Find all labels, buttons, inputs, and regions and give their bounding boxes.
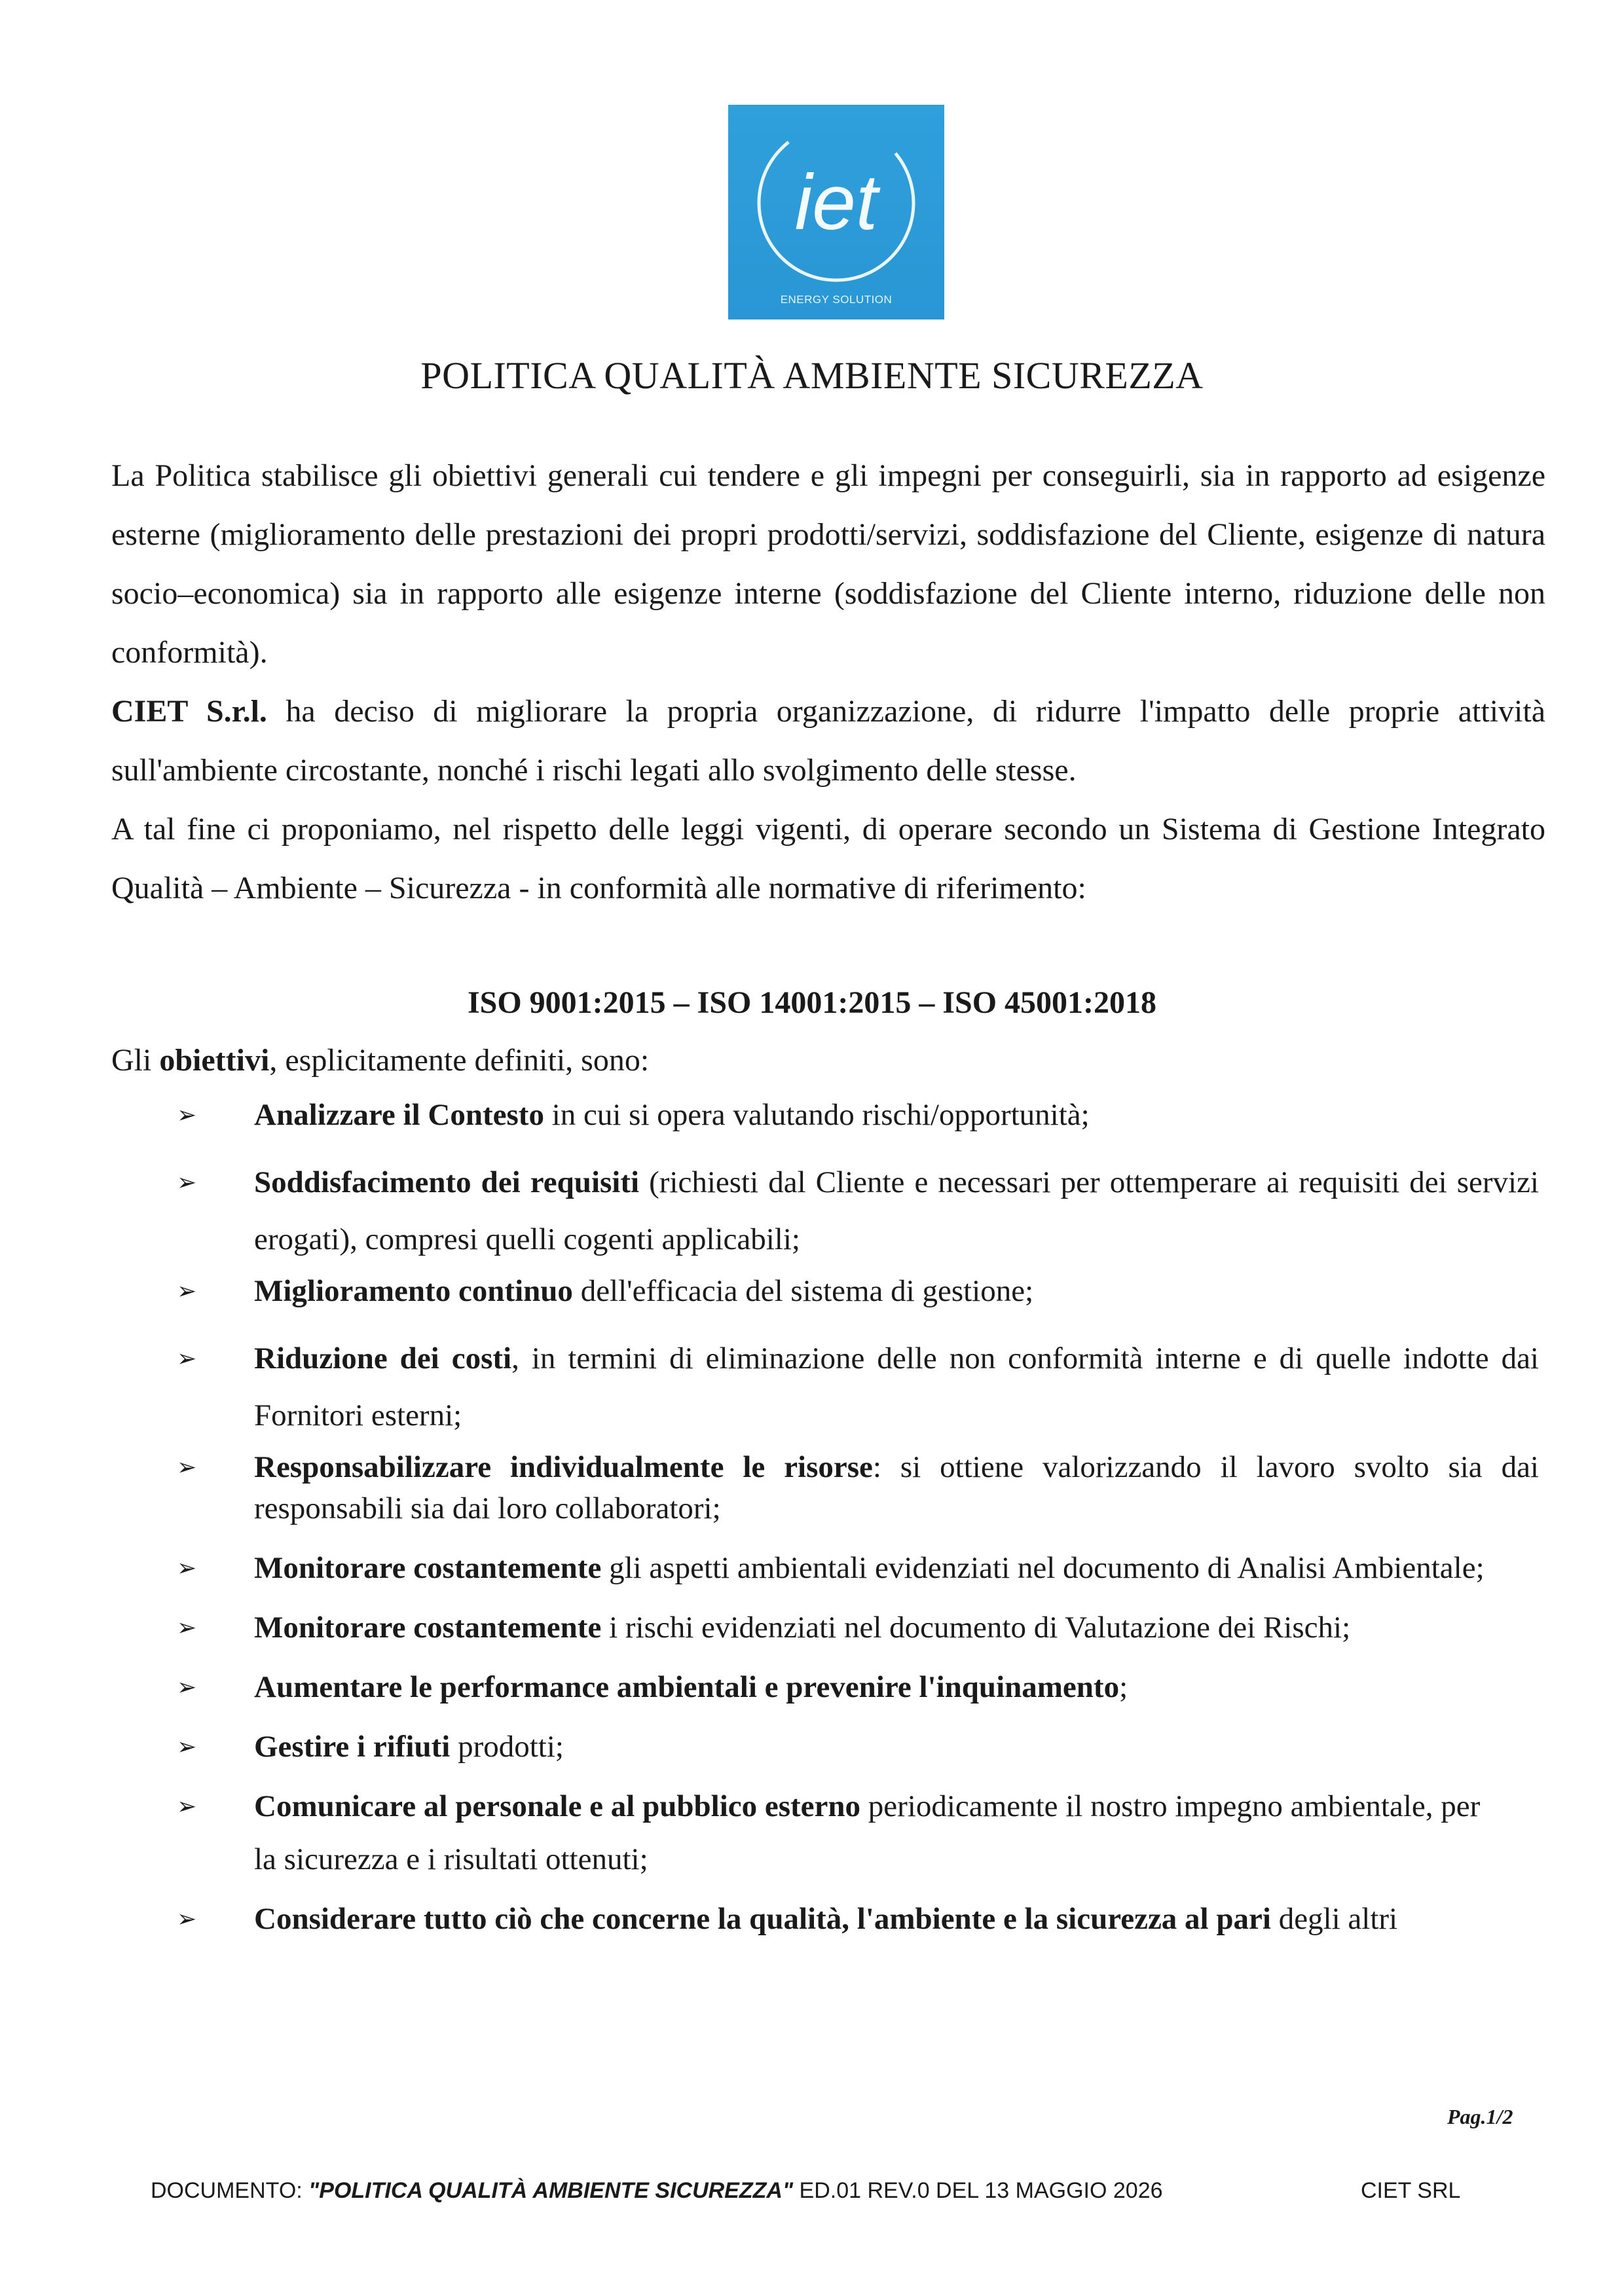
list-item: [177, 1447, 1539, 1529]
objective-text: (richiesti dal Cliente e necessari per ottemperare ai requisiti dei servizi erogati), compresi quelli cogenti applicabili;: [254, 1165, 1539, 1256]
objective-title: Aumentare le performance ambientali e prevenire l'inquinamento: [254, 1670, 1120, 1704]
footer-doc-title: "POLITICA QUALITÀ AMBIENTE SICUREZZA": [308, 2178, 794, 2203]
objectives-intro-after: , esplicitamente definiti, sono:: [269, 1043, 650, 1078]
objective-title: Riduzione dei costi: [254, 1341, 512, 1376]
arrow-bullet-icon: ➢: [177, 1555, 197, 1581]
objectives-intro-bold: obiettivi: [159, 1043, 270, 1078]
objective-title: Monitorare costantemente: [254, 1611, 602, 1645]
objective-text: gli aspetti ambientali evidenziati nel documento di Analisi Ambientale;: [601, 1551, 1485, 1585]
intro-paragraph-1: La Politica stabilisce gli obiettivi generali cui tendere e gli impegni per conseguirli, sia in rapporto ad esigenze esterne (miglioramento delle prestazioni dei propri prodotti/servizi, soddisfazione del Cliente, esigenze di natura socio–economica) sia in rapporto alle esigenze interne (soddisfazione del Cliente interno, riduzione delle non conformità).: [111, 458, 1545, 670]
list-item: [177, 1548, 1539, 1589]
footer-prefix: DOCUMENTO:: [151, 2178, 309, 2203]
objective-text: i rischi evidenziati nel documento di Valutazione dei Rischi;: [601, 1611, 1351, 1645]
objective-text: prodotti;: [450, 1730, 564, 1764]
intro-paragraph-2-text: ha deciso di migliorare la propria organizzazione, di ridurre l'impatto delle proprie attività sull'ambiente circostante, nonché i rischi legati allo svolgimento delle stesse.: [111, 694, 1546, 788]
objectives-intro: [111, 1042, 649, 1078]
footer-edition: ED.01 REV.0 DEL 13 MAGGIO 2026: [793, 2178, 1163, 2203]
arrow-bullet-icon: ➢: [177, 1278, 197, 1304]
list-item: [177, 1899, 1539, 1940]
logo-emblem: [728, 105, 944, 319]
logo-tagline: ENERGY SOLUTION: [780, 293, 893, 306]
list-item: [177, 1667, 1539, 1708]
objective-text: in cui si opera valutando rischi/opportunità;: [544, 1098, 1090, 1132]
arrow-bullet-icon: ➢: [177, 1674, 197, 1700]
list-item: [177, 1726, 1539, 1768]
document-footer: [151, 2178, 1163, 2204]
objective-title: Gestire i rifiuti: [254, 1730, 451, 1764]
list-item: [177, 1786, 1539, 1827]
objective-text: , in termini di eliminazione delle non conformità interne e di quelle indotte dai Fornitori esterni;: [254, 1341, 1539, 1432]
company-logo: [728, 105, 944, 319]
objective-text: periodicamente il nostro impegno ambientale, per: [860, 1789, 1481, 1823]
objective-text: : si ottiene valorizzando il lavoro svolto sia dai responsabili sia dai loro collaboratori;: [254, 1450, 1539, 1525]
iso-standards: ISO 9001:2015 – ISO 14001:2015 – ISO 45001:2018: [467, 985, 1157, 1020]
logo-wordmark: iet: [794, 158, 878, 246]
page-title: POLITICA QUALITÀ AMBIENTE SICUREZZA: [420, 354, 1204, 397]
arrow-bullet-icon: ➢: [177, 1906, 197, 1932]
objective-title: Comunicare al personale e al pubblico esterno: [254, 1789, 861, 1823]
objective-title: Considerare tutto ciò che concerne la qualità, l'ambiente e la sicurezza al pari: [254, 1902, 1271, 1936]
arrow-bullet-icon: ➢: [177, 1102, 197, 1128]
arrow-bullet-icon: ➢: [177, 1345, 197, 1372]
company-name: CIET S.r.l.: [111, 694, 267, 729]
intro-paragraph-2: [111, 682, 1545, 800]
objective-text: ;: [1119, 1670, 1128, 1704]
objective-title: Miglioramento continuo: [254, 1274, 573, 1308]
intro-paragraph-3: A tal fine ci proponiamo, nel rispetto delle leggi vigenti, di operare secondo un Sistema di Gestione Integrato Qualità – Ambiente – Sicurezza - in conformità alle normative di riferimento:: [111, 812, 1545, 905]
list-item: [177, 1095, 1539, 1136]
footer-company: CIET SRL: [1361, 2178, 1461, 2203]
objective-text: degli altri: [1270, 1902, 1398, 1936]
objective-title: Monitorare costantemente: [254, 1551, 602, 1585]
arrow-bullet-icon: ➢: [177, 1734, 197, 1760]
list-item: [177, 1330, 1539, 1444]
objective-title: Responsabilizzare individualmente le risorse: [254, 1450, 873, 1484]
objectives-intro-before: Gli: [111, 1043, 160, 1078]
objectives-list: [177, 1095, 1539, 1940]
list-item: [177, 1607, 1539, 1649]
arrow-bullet-icon: ➢: [177, 1454, 197, 1480]
objective-title: Soddisfacimento dei requisiti: [254, 1165, 640, 1199]
arrow-bullet-icon: ➢: [177, 1169, 197, 1195]
list-item-continuation: la sicurezza e i risultati ottenuti;: [254, 1842, 648, 1876]
list-item: [177, 1154, 1539, 1268]
arrow-bullet-icon: ➢: [177, 1793, 197, 1819]
objective-text: dell'efficacia del sistema di gestione;: [572, 1274, 1034, 1308]
arrow-bullet-icon: ➢: [177, 1614, 197, 1641]
page-number: Pag.1/2: [1447, 2105, 1513, 2128]
intro-section: [111, 446, 1545, 918]
objective-title: Analizzare il Contesto: [254, 1098, 544, 1132]
list-item: [177, 1271, 1539, 1312]
